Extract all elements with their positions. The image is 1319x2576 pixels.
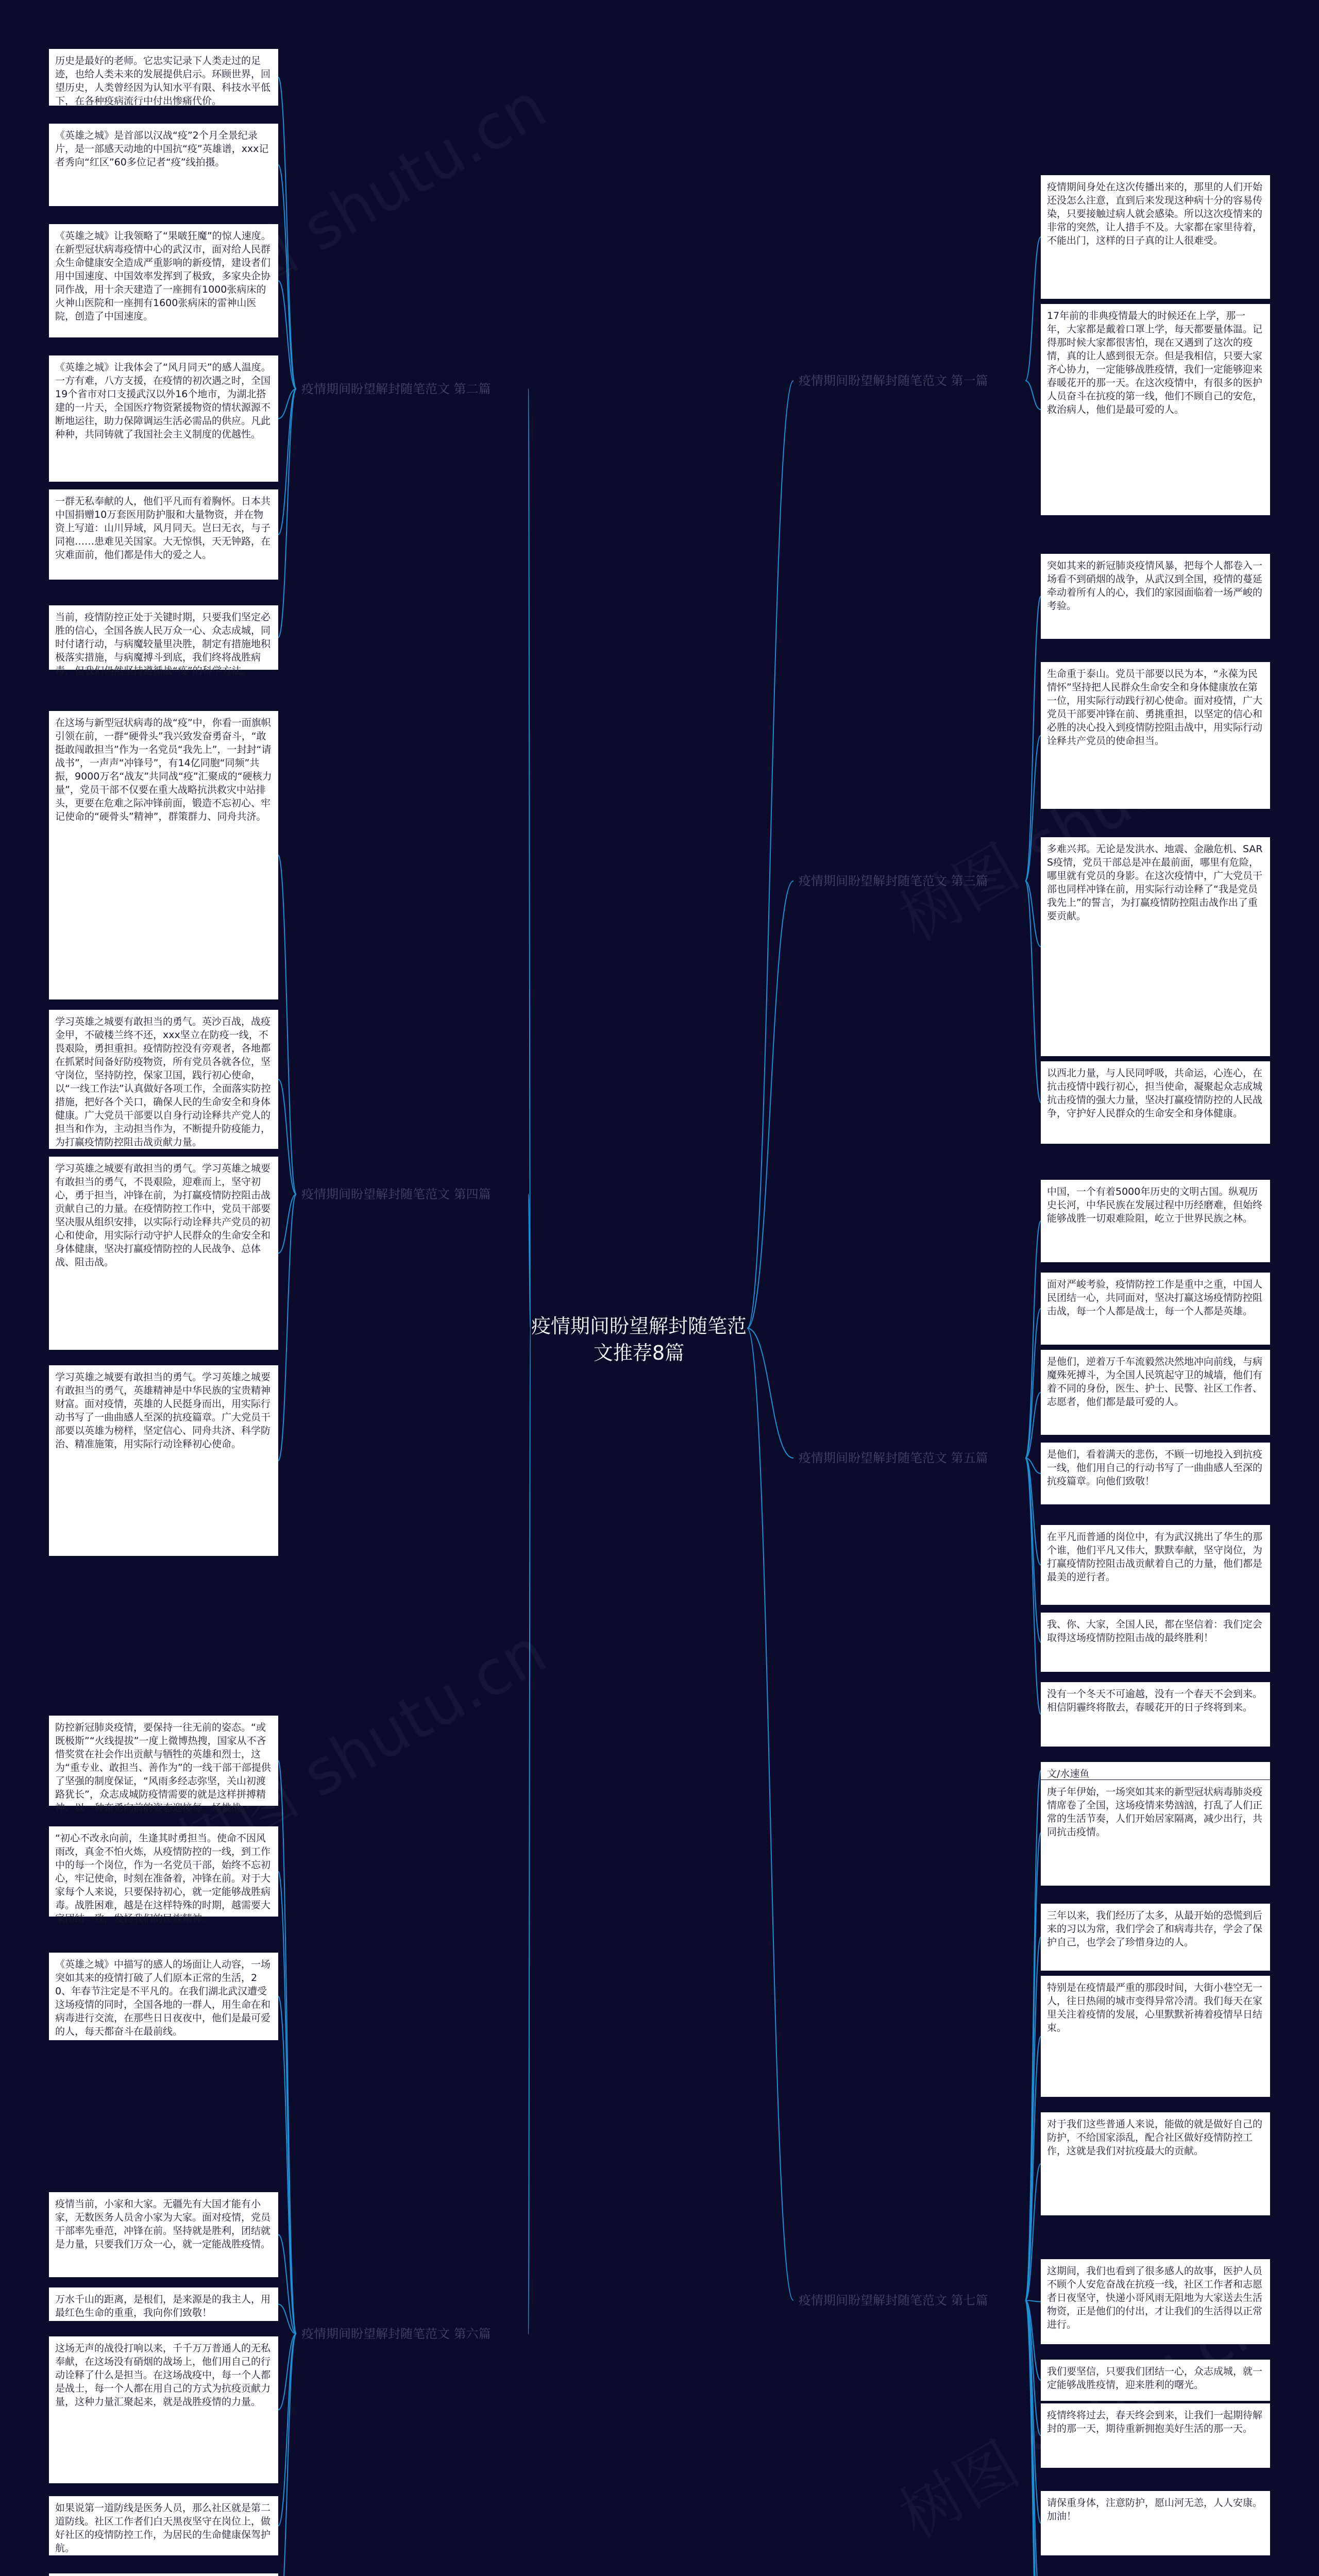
leaf-note[interactable]: 学习英雄之城要有敢担当的勇气。英沙百战，战疫金甲，不破楼兰终不还，xxx坚立在防疫一线，不畏艰险，勇担重担。疫情防控没有旁观者，各地都在抓紧时间备好防疫物资，所有党员各就各位，坚守岗位，坚持防控，保家卫国，践行初心使命，以“一线工作法”认真做好各项工作，全面落实防控措施，把好各个关口，确保人民的生命安全和身体健康。广大党员干部要以自身行动诠释共产党人的担当和作为，主动担当作为，不断提升防疫能力，为打赢疫情防控阻击战贡献力量。 <box>49 1010 278 1149</box>
leaf-note[interactable]: 生命重于泰山。党员干部要以民为本，“永葆为民情怀”坚持把人民群众生命安全和身体健康放在第一位，用实际行动践行初心使命。面对疫情，广大党员干部要冲锋在前、勇挑重担，以坚定的信心和必胜的决心投入到疫情防控阻击战中，用实际行动诠释共产党员的使命担当。 <box>1041 662 1270 809</box>
leaf-note[interactable]: 《英雄之城》中描写的感人的场面让人动容，一场突如其来的疫情打破了人们原本正常的生活，20、年春节注定是不平凡的。在我们湖北武汉遭受这场疫情的同时，全国各地的一群人，用生命在和病毒进行交流，在那些日日夜夜中，他们是最可爱的人，每天都奋斗在最前线。 <box>49 1953 278 2040</box>
branch-to-leaf-line <box>278 77 296 389</box>
leaf-note[interactable]: 17年前的非典疫情最大的时候还在上学，那一年，大家都是戴着口罩上学，每天都要量体温。记得那时候大家都很害怕，现在又遇到了这次的疫情，真的让人感到很无奈。但是我相信，只要大家齐心协力，一定能够战胜疫情，我们一定能够迎来春暖花开的那一天。在这次疫情中，有很多的医护人员奋斗在抗疫的第一线，他们不顾自己的安危，救治病人，他们是最可爱的人。 <box>1041 304 1270 515</box>
branch-label[interactable]: 疫情期间盼望解封随笔范文 第一篇 <box>799 374 988 388</box>
center-to-branch-line <box>747 1328 793 2300</box>
leaf-note[interactable]: 没有一个冬天不可逾越，没有一个春天不会到来。相信阴霾终将散去，春暖花开的日子终将到来。 <box>1041 1682 1270 1747</box>
center-topic[interactable]: 疫情期间盼望解封随笔范文推荐8篇 <box>531 1315 747 1364</box>
branch-to-leaf-line <box>1025 237 1041 381</box>
leaf-note[interactable]: 当前，疫情防控正处于关键时期，只要我们坚定必胜的信心，全国各族人民万众一心、众志成城，同时付诸行动，与病魔较量里决胜，制定有措施地积极落实措施，与病魔搏斗到底，我们终将战胜病毒，但我们仍然坚持遵循战“疫”的科学方法。 <box>49 605 278 670</box>
branch-to-leaf-line <box>278 855 296 1194</box>
leaf-note[interactable]: 防控新冠肺炎疫情，要保持一往无前的姿态。“或既极斯”“火线提拔”一度上微博热搜，国家从不吝惜奖赏在社会作出贡献与牺牲的英雄和烈士，这为“重专业、敢担当、善作为”的一线干部干部提供了坚强的制度保证，“风雨多经志弥坚，关山初渡路犹长”，众志成城防疫情需要的就是这样拼搏精神、以一种奋勇向前的姿态迎接每一场挑战。 <box>49 1716 278 1806</box>
leaf-note[interactable] <box>49 2573 278 2576</box>
leaf-note[interactable]: 特别是在疫情最严重的那段时间，大街小巷空无一人，往日热闹的城市变得异常冷清。我们每天在家里关注着疫情的发展，心里默默祈祷着疫情早日结束。 <box>1041 1976 1270 2097</box>
branch-label[interactable]: 疫情期间盼望解封随笔范文 第六篇 <box>301 2327 491 2341</box>
branch-to-leaf-line <box>1025 2300 1041 2302</box>
leaf-note[interactable]: 突如其来的新冠肺炎疫情风暴，把每个人都卷入一场看不到硝烟的战争，从武汉到全国，疫情的蔓延牵动着所有人的心，我们的家园面临着一场严峻的考验。 <box>1041 554 1270 639</box>
leaf-note[interactable]: 是他们，逆着万千车流毅然决然地冲向前线，与病魔殊死搏斗，为全国人民筑起守卫的城墙，他们有着不同的身份，医生、护士、民警、社区工作者、志愿者，他们都是最可爱的人。 <box>1041 1350 1270 1435</box>
branch-label[interactable]: 疫情期间盼望解封随笔范文 第五篇 <box>799 1451 988 1465</box>
center-to-branch-line <box>747 381 793 1328</box>
leaf-note[interactable]: 历史是最好的老师。它忠实记录下人类走过的足迹，也给人类未来的发展提供启示。环顾世界，回望历史，人类曾经因为认知水平有限、科技水平低下，在各种疫病流行中付出惨痛代价。 <box>49 49 278 106</box>
leaf-note[interactable]: 学习英雄之城要有敢担当的勇气。学习英雄之城要有敢担当的勇气，英雄精神是中华民族的宝贵精神财富。面对疫情，英雄的人民挺身而出，用实际行动书写了一曲曲感人至深的抗疫篇章。广大党员干部要以英雄为榜样，坚定信心、同舟共济、科学防治、精准施策，用实际行动诠释初心使命。 <box>49 1365 278 1556</box>
leaf-note[interactable]: 文/水速鱼 <box>1041 1762 1270 1780</box>
leaf-note[interactable]: 一群无私奉献的人，他们平凡而有着胸怀。日本共中国捐赠10万套医用防护服和大量物资，并在物资上写道：山川异域，风月同天。岂曰无衣，与子同袍……患难见关国家。大无惊惧，天无钟路，在灾难面前，他们都是伟大的爱之人。 <box>49 489 278 580</box>
leaf-note[interactable]: 《英雄之城》让我领略了“果啵狂魔”的惊人速度。在新型冠状病毒疫情中心的武汉市，面对给人民群众生命健康安全造成严重影响的新疫情，建设者们用中国速度、中国效率发挥到了极致，多家央企协同作战，用十余天建造了一座拥有1000张病床的火神山医院和一座拥有1600张病床的雷神山医院，创造了中国速度。 <box>49 224 278 337</box>
branch-to-leaf-line <box>278 1079 296 1194</box>
leaf-note[interactable]: 是他们，看着满天的悲伤，不顾一切地投入到抗疫一线，他们用自己的行动书写了一曲曲感人至深的抗疫篇章。向他们致敬！ <box>1041 1443 1270 1504</box>
branch-to-leaf-line <box>278 1761 296 2334</box>
center-to-branch-line <box>528 389 531 1328</box>
leaf-note[interactable]: 这期间，我们也看到了很多感人的故事，医护人员不顾个人安危奋战在抗疫一线，社区工作者和志愿者日夜坚守，快递小哥风雨无阻地为大家送去生活物资，正是他们的付出，才让我们的生活得以正常进行。 <box>1041 2259 1270 2344</box>
leaf-note[interactable]: 在这场与新型冠状病毒的战“疫”中，你看一面旗帜引领在前，一群“硬骨头”我兴致发奋勇奋斗，“敢挺敢闯敢担当”作为一名党员“我先上”，一封封“请战书”，一声声“冲锋号”，有14亿同胞“同频”共振，9000万名“战友”共同战“疫”汇聚成的“硬核力量”，党员干部不仅要在重大战略抗洪救灾中站排头，更要在危难之际冲锋前面，锻造不忘初心、牢记使命的“硬骨头”精神”，群策群力、同舟共济。 <box>49 711 278 999</box>
leaf-note[interactable]: 以西北力量，与人民同呼吸，共命运，心连心，在抗击疫情中践行初心，担当使命，凝聚起众志成城抗击疫情的强大力量，坚决打赢疫情防控的人民战争，守护好人民群众的生命安全和身体健康。 <box>1041 1061 1270 1144</box>
branch-to-leaf-line <box>1025 1937 1041 2300</box>
leaf-note[interactable]: 学习英雄之城要有敢担当的勇气。学习英雄之城要有敢担当的勇气，不畏艰险，迎难而上，坚守初心，勇于担当，冲锋在前，为打赢疫情防控阻击战贡献自己的力量。在疫情防控工作中，党员干部要坚决服从组织安排，以实际行动诠释共产党员的初心和使命，用实际行动守护人民群众的生命安全和身体健康，坚决打赢疫情防控的人民战争、总体战、阻击战。 <box>49 1157 278 1350</box>
branch-to-leaf-line <box>1025 597 1041 882</box>
branch-label[interactable]: 疫情期间盼望解封随笔范文 第二篇 <box>301 382 491 396</box>
branch-to-leaf-line <box>278 281 296 389</box>
branch-to-leaf-line <box>1025 1458 1041 1715</box>
leaf-note[interactable]: 如果说第一道防线是医务人员，那么社区就是第二道防线。社区工作者们白天黑夜坚守在岗位上，做好社区的疫情防控工作，为居民的生命健康保驾护航。 <box>49 2496 278 2555</box>
leaf-note[interactable]: 这场无声的战役打响以来，千千万万普通人的无私奉献，在这场没有硝烟的战场上，他们用自己的行动诠释了什么是担当。在这场战疫中，每一个人都是战士，每一个人都在用自己的方式为抗疫贡献力量，这种力量汇聚起来，就是战胜疫情的力量。 <box>49 2336 278 2483</box>
leaf-note[interactable]: 中国，一个有着5000年历史的文明古国。纵观历史长河，中华民族在发展过程中历经磨难，但始终能够战胜一切艰难险阻，屹立于世界民族之林。 <box>1041 1180 1270 1262</box>
leaf-note[interactable]: 面对严峻考验，疫情防控工作是重中之重，中国人民团结一心，共同面对，坚决打赢这场疫情防控阻击战，每一个人都是战士，每一个人都是英雄。 <box>1041 1273 1270 1345</box>
leaf-note[interactable]: 疫情期间身处在这次传播出来的，那里的人们开始还没怎么注意，直到后来发现这种病十分的容易传染，只要接触过病人就会感染。所以这次疫情来的非常的突然，让人措手不及。大家都在家里待着，不能出门，这样的日子真的让人很难受。 <box>1041 175 1270 299</box>
branch-to-leaf-line <box>1025 381 1041 410</box>
leaf-note[interactable]: 多难兴邦。无论是发洪水、地震、金融危机、SARS疫情，党员干部总是冲在最前面，哪里有危险，哪里就有党员的身影。在这次疫情中，广大党员干部也同样冲锋在前，用实际行动诠释了“我是党员我先上”的誓言，为打赢疫情防控阻击战作出了重要贡献。 <box>1041 837 1270 1056</box>
branch-label[interactable]: 疫情期间盼望解封随笔范文 第四篇 <box>301 1187 491 1201</box>
leaf-note[interactable]: 疫情终将过去，春天终会到来，让我们一起期待解封的那一天，期待重新拥抱美好生活的那一天。 <box>1041 2403 1270 2468</box>
branch-label[interactable]: 疫情期间盼望解封随笔范文 第三篇 <box>799 874 988 888</box>
branch-to-leaf-line <box>1025 1458 1041 1642</box>
leaf-note[interactable]: “初心不改永向前，生逢其时勇担当。使命不因风雨改，真金不怕火炼，从疫情防控的一线，到工作中的每一个岗位，作为一名党员干部，始终不忘初心，牢记使命，时刻在准备着，冲锋在前。对于大家每个人来说，只要保持初心，就一定能够战胜病毒。战胜困难，越是在这样特殊的时期，越需要大家团结一致，发扬我们的民族精神。 <box>49 1826 278 1917</box>
branch-to-leaf-line <box>278 1194 296 1461</box>
leaf-note[interactable]: 请保重身体，注意防护，愿山河无恙，人人安康。加油！ <box>1041 2491 1270 2555</box>
leaf-note[interactable]: 我们要坚信，只要我们团结一心，众志成城，就一定能够战胜疫情，迎来胜利的曙光。 <box>1041 2360 1270 2401</box>
leaf-note[interactable]: 庚子年伊始，一场突如其来的新型冠状病毒肺炎疫情席卷了全国，这场疫情来势汹汹，打乱了人们正常的生活节奏，人们开始居家隔离，减少出行，共同抗击疫情。 <box>1041 1780 1270 1886</box>
center-to-branch-line <box>747 1328 793 1458</box>
branch-label[interactable]: 疫情期间盼望解封随笔范文 第七篇 <box>799 2293 988 2308</box>
center-to-branch-line <box>747 881 793 1328</box>
branch-to-leaf-line <box>278 1872 296 2334</box>
leaf-note[interactable]: 在平凡而普通的岗位中，有为武汉挑出了华生的那个谁，他们平凡又伟大，默默奉献，坚守岗位，为打赢疫情防控阻击战贡献着自己的力量，他们都是最美的逆行者。 <box>1041 1525 1270 1605</box>
branch-to-leaf-line <box>278 165 296 389</box>
leaf-note[interactable]: 疫情当前，小家和大家。无疆先有大国才能有小家，无数医务人员舍小家为大家。面对疫情，党员干部率先垂范，冲锋在前。坚持就是胜利，团结就是力量，只要我们万众一心，就一定能战胜疫情。 <box>49 2192 278 2277</box>
leaf-note[interactable]: 对于我们这些普通人来说，能做的就是做好自己的防护，不给国家添乱，配合社区做好疫情防控工作，这就是我们对抗疫最大的贡献。 <box>1041 2112 1270 2215</box>
leaf-note[interactable]: 《英雄之城》是首部以汉战“疫”2个月全景纪录片，是一部感天动地的中国抗“疫”英雄谱，xxx记者秀向“红区”60多位记者“疫”线拍摄。 <box>49 124 278 206</box>
leaf-note[interactable]: 万水千山的距离，是根们，是来源是的我主人，用最红色生命的重重，我向你们致敬！ <box>49 2287 278 2321</box>
leaf-note[interactable]: 《英雄之城》让我体会了“风月同天”的感人温度。一方有难，八方支援，在疫情的初次遇之时，全国19个省市对口支援武汉以外16个地市，为湖北搭建的一片天，全国医疗物资紧援物资的情状源源不断地运往，助力保障调运生活必需品的供应。凡此种种，共同铸就了我国社会主义制度的优越性。 <box>49 355 278 482</box>
leaf-note[interactable]: 三年以来，我们经历了太多，从最开始的恐慌到后来的习以为常，我们学会了和病毒共存，学会了保护自己，也学会了珍惜身边的人。 <box>1041 1904 1270 1971</box>
branch-to-leaf-line <box>278 389 296 638</box>
center-to-branch-line <box>528 1328 531 2334</box>
leaf-note[interactable]: 我、你、大家，全国人民，都在坚信着：我们定会取得这场疫情防控阻击战的最终胜利！ <box>1041 1613 1270 1672</box>
